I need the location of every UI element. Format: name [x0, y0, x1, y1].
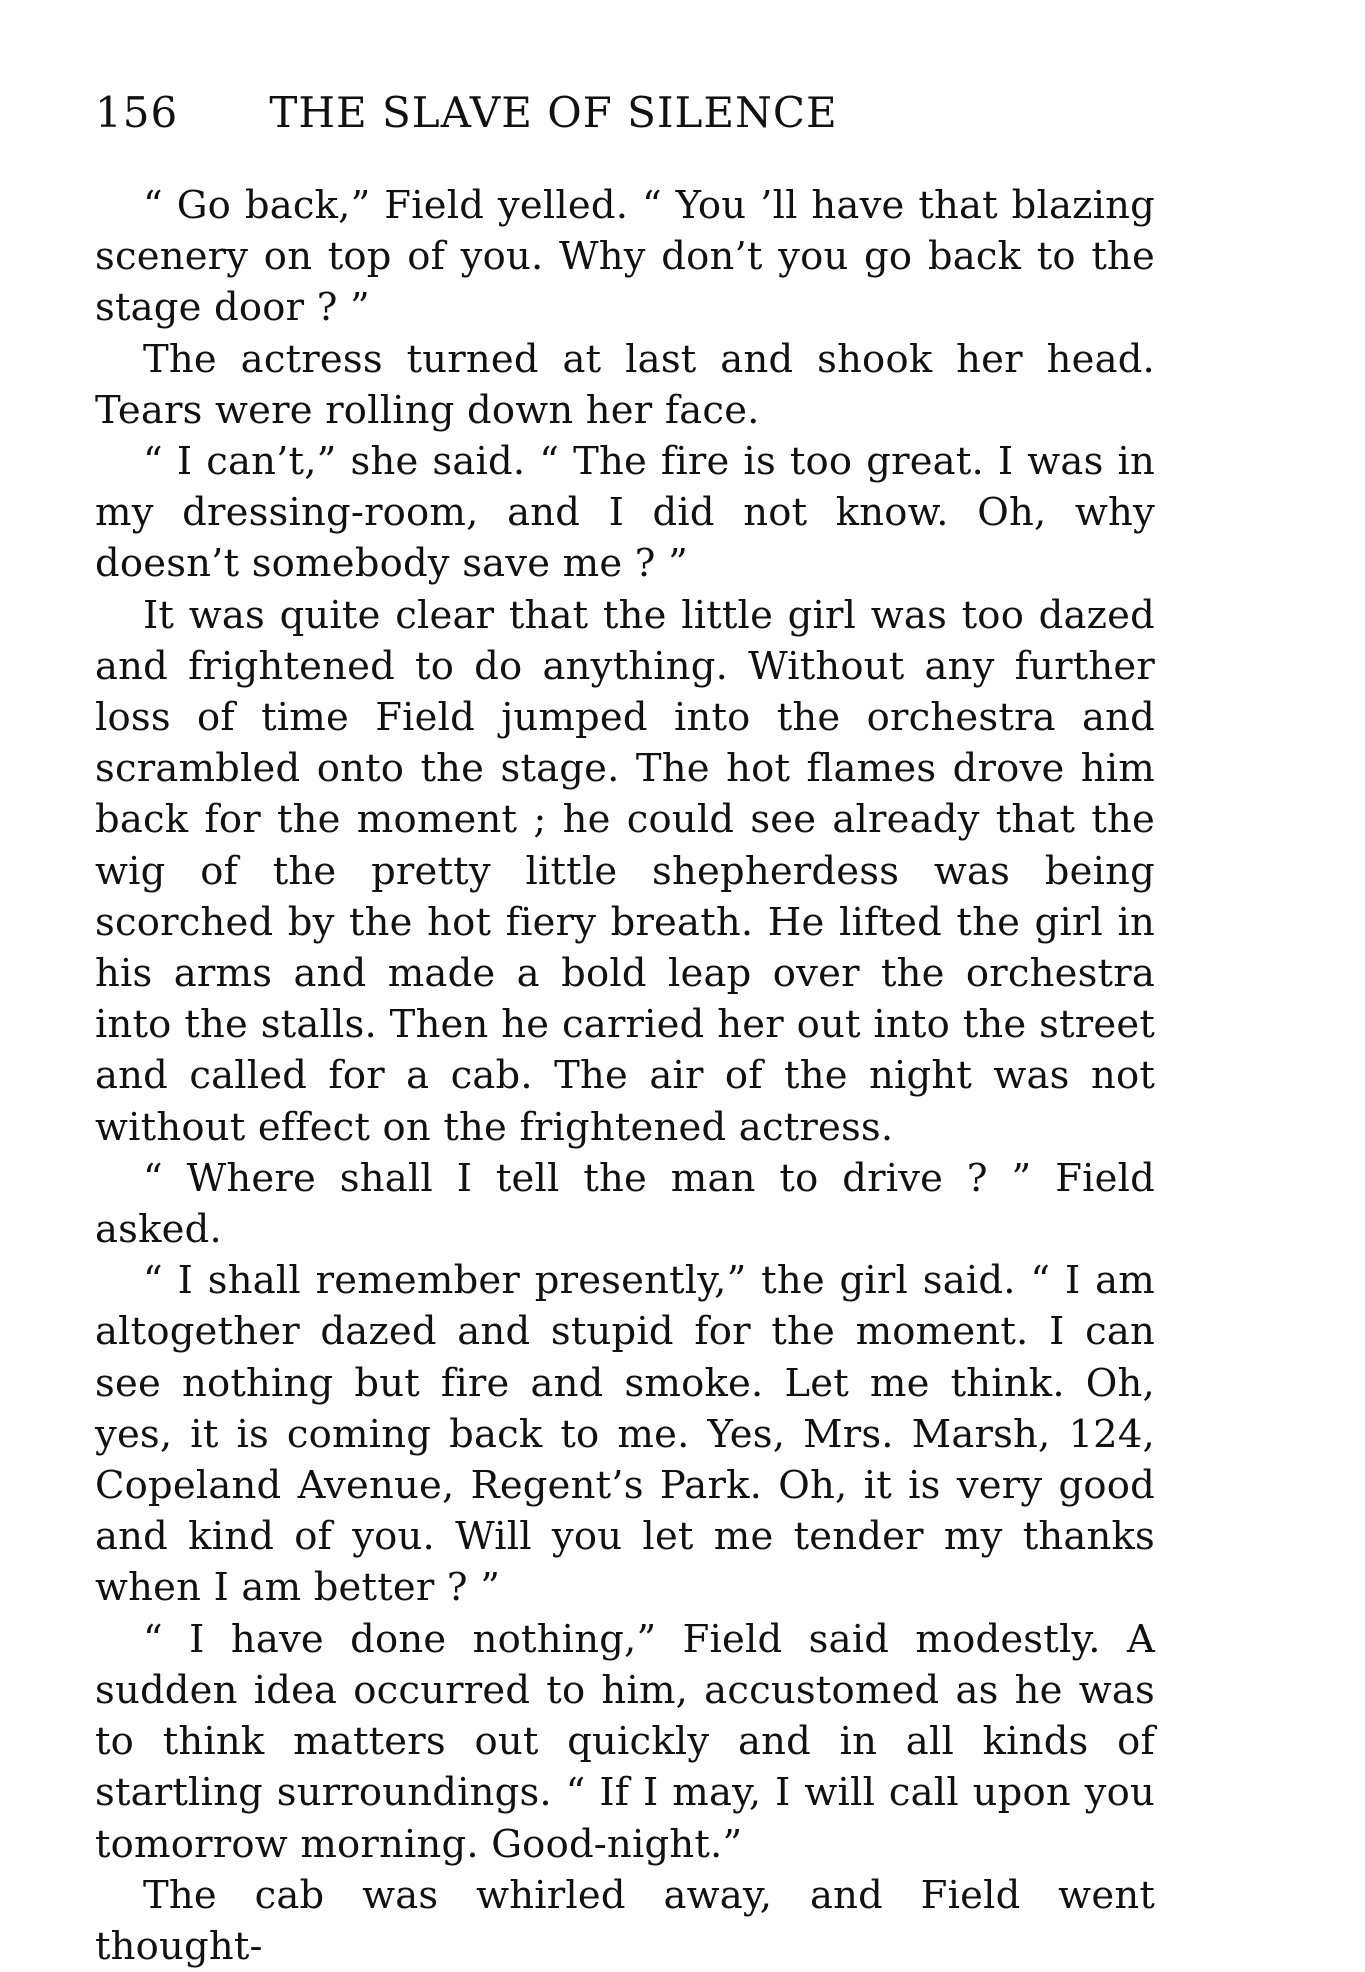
running-title: THE SLAVE OF SILENCE: [269, 88, 838, 137]
body-text: [95, 180, 1155, 1969]
page-number: 156: [95, 88, 179, 137]
paragraph: “ I can’t,” she said. “ The fire is too great. I was in my dressing-room, and I did not know. Oh, why doesn’t somebody save me ? ”: [95, 439, 1155, 587]
paragraph: “ Where shall I tell the man to drive ? ” Field asked.: [95, 1155, 1155, 1253]
paragraph: “ I shall remember presently,” the girl said. “ I am altogether dazed and stupid for the moment. I can see nothing but fire and smoke. Let me think. Oh, yes, it is coming back to me. Yes, Mrs. Marsh, 124, Copeland Avenue, Regent’s Park. Oh, it is very good and kind of you. Will you let me tender my thanks when I am better ? ”: [95, 1258, 1155, 1611]
paragraph: “ Go back,” Field yelled. “ You ’ll have that blazing scenery on top of you. Why don’t you go back to the stage door ? ”: [95, 183, 1155, 331]
paragraph: “ I have done nothing,” Field said modestly. A sudden idea occurred to him, accustomed as he was to think matters out quickly and in all kinds of startling surroundings. “ If I may, I will call upon you tomorrow morning. Good-night.”: [95, 1616, 1155, 1867]
paragraph: The cab was whirled away, and Field went thought-: [95, 1872, 1155, 1969]
paragraph: It was quite clear that the little girl was too dazed and frightened to do anything. Without any further loss of time Field jumped into the orchestra and scrambled onto the stage. The hot flames drove him back for the moment ; he could see already that the wig of the pretty little shepherdess was being scorched by the hot fiery breath. He lifted the girl in his arms and made a bold leap over the orchestra into the stalls. Then he carried her out into the street and called for a cab. The air of the night was not without effect on the frightened actress.: [95, 592, 1155, 1150]
page-header: [95, 88, 1155, 148]
paragraph: The actress turned at last and shook her head. Tears were rolling down her face.: [95, 336, 1155, 433]
